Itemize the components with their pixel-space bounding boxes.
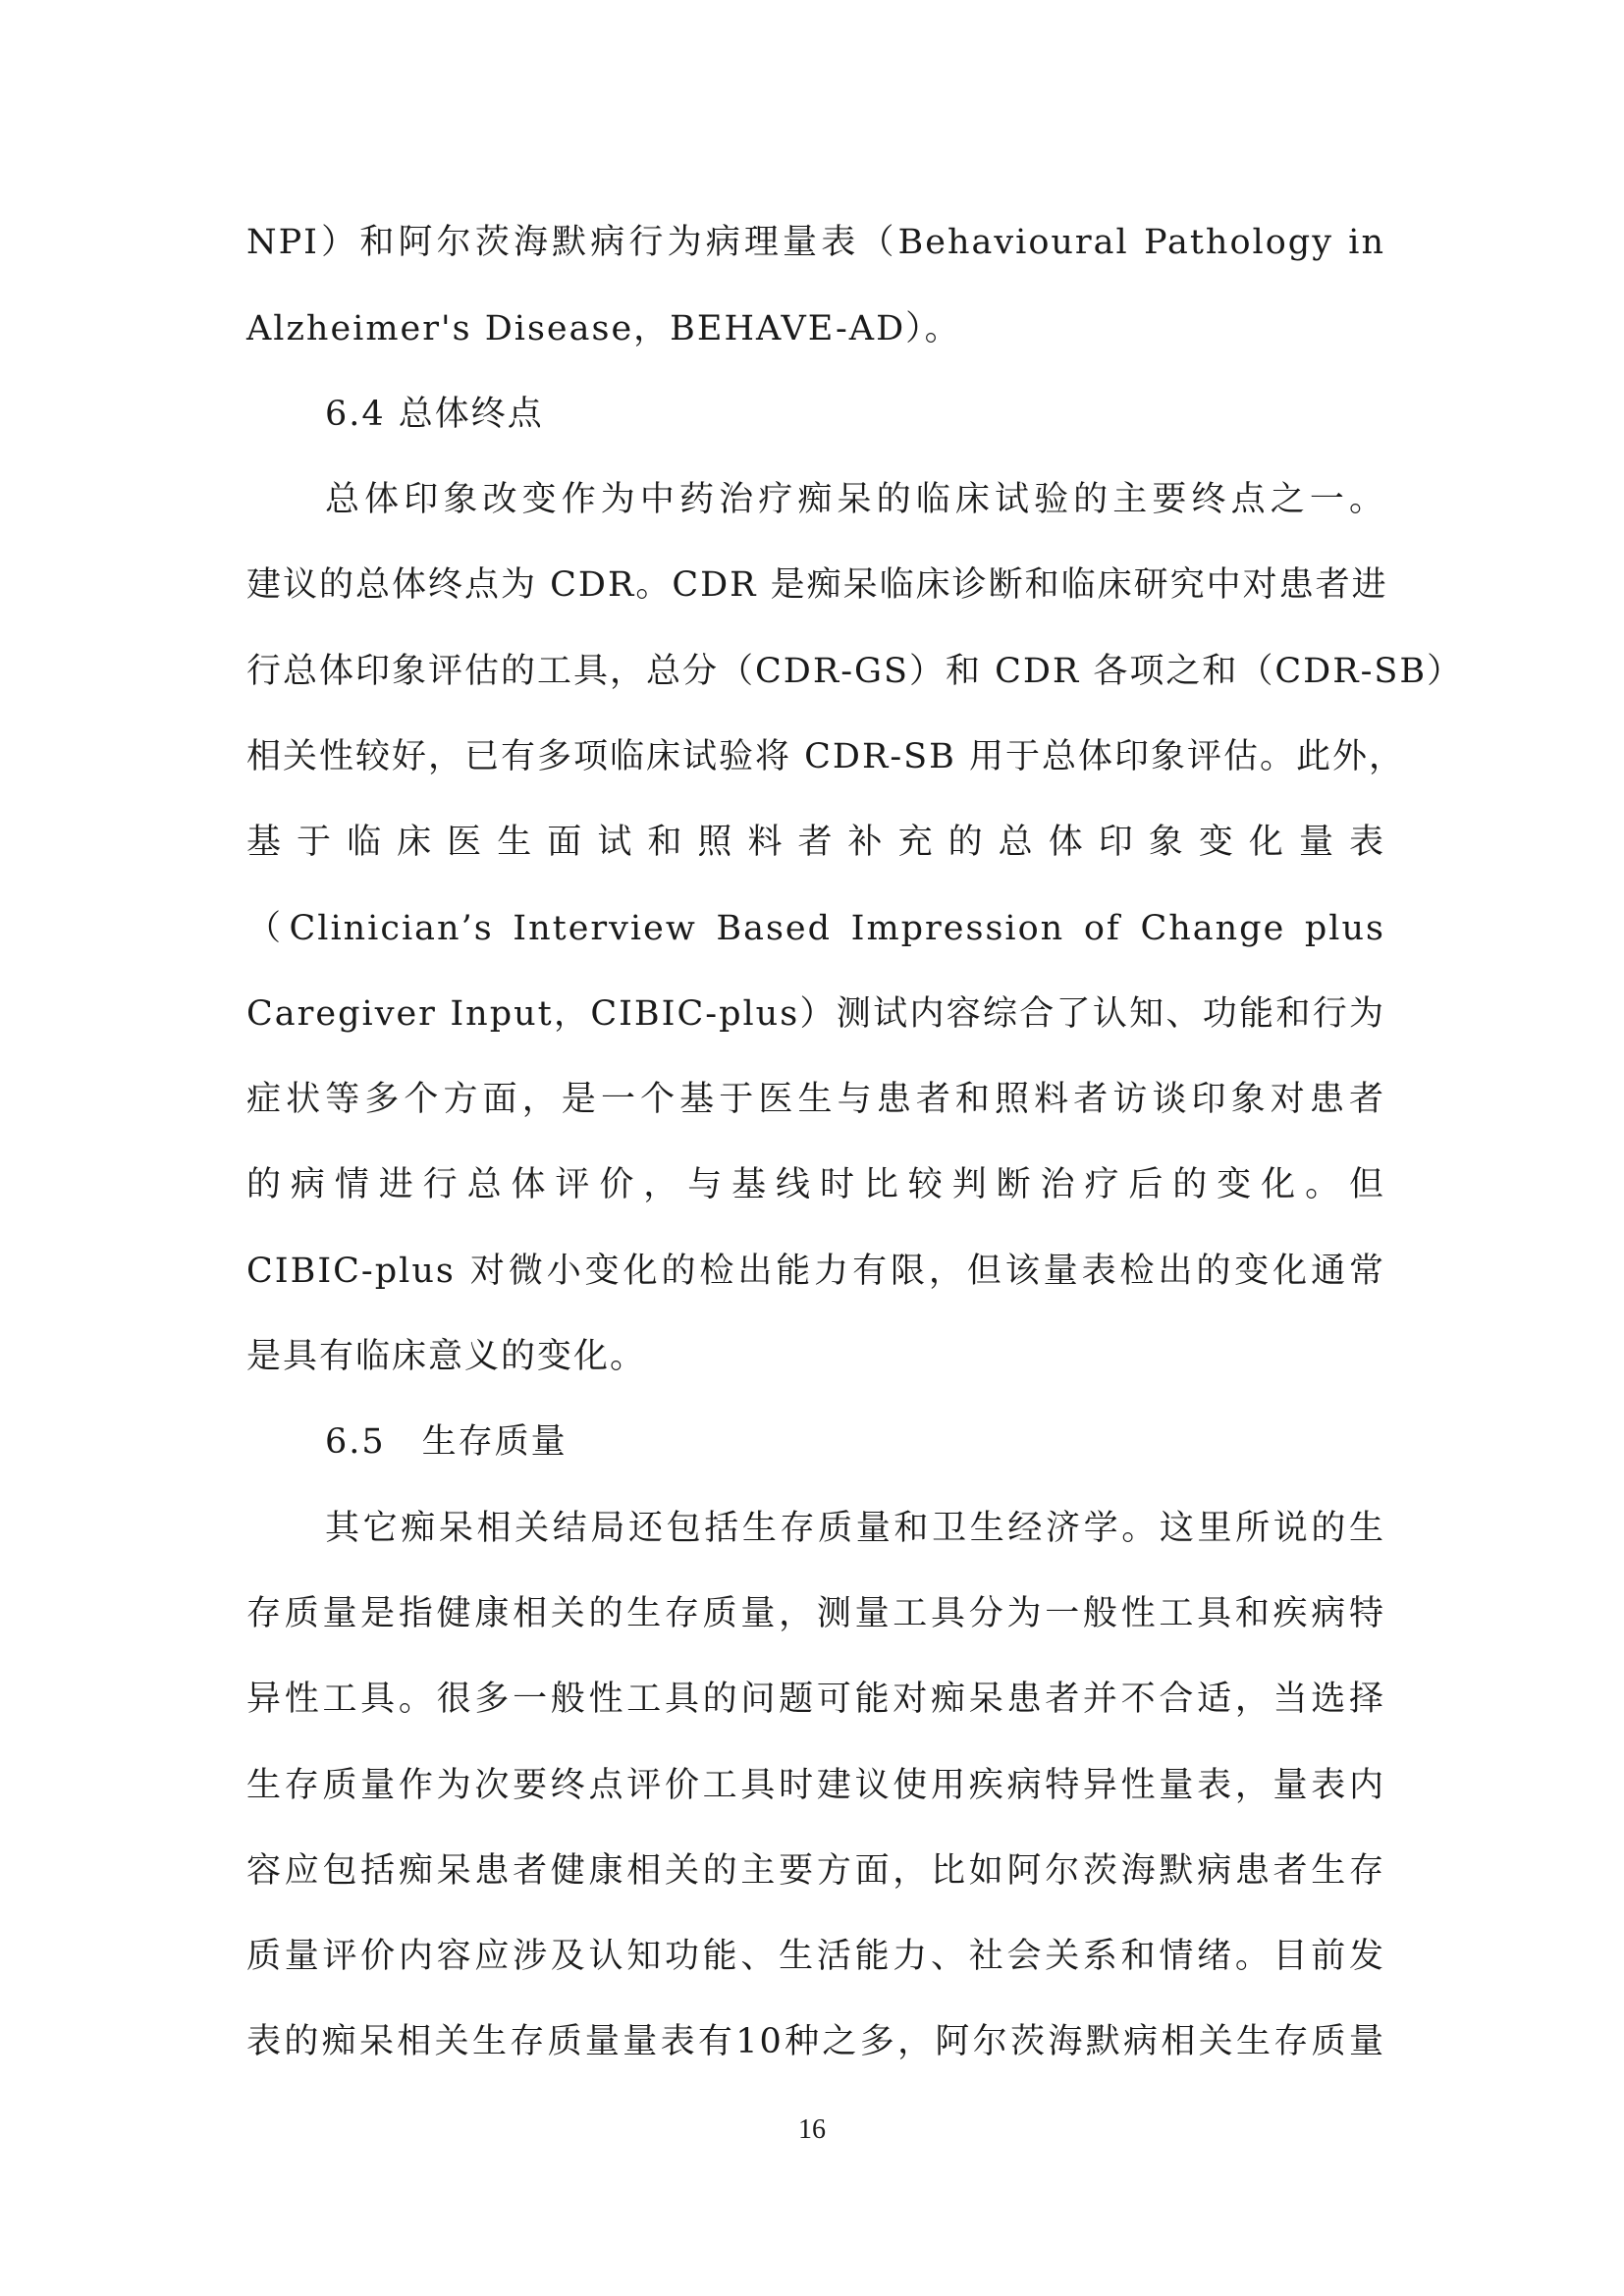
page-number: 16 (798, 2114, 826, 2145)
text-line: Alzheimer's Disease，BEHAVE-AD）。 (246, 309, 961, 348)
text-line: 异性工具。很多一般性工具的问题可能对痴呆患者并不合适，当选择 (246, 1680, 1385, 1719)
text-line: NPI）和阿尔茨海默病行为病理量表（Behavioural Pathology in (246, 223, 1385, 262)
text-line: 的病情进行总体评价，与基线时比较判断治疗后的变化。但 (246, 1165, 1385, 1204)
text-line: 行总体印象评估的工具，总分（CDR-GS）和 CDR 各项之和（CDR-SB） (246, 652, 1464, 691)
text-line: 生存质量作为次要终点评价工具时建议使用疾病特异性量表，量表内 (246, 1766, 1385, 1805)
text-line: 基于临床医生面试和照料者补充的总体印象变化量表 (246, 823, 1385, 862)
text-line: CIBIC-plus 对微小变化的检出能力有限，但该量表检出的变化通常 (246, 1252, 1385, 1291)
text-line: 表的痴呆相关生存质量量表有10种之多，阿尔茨海默病相关生存质量 (246, 2022, 1385, 2061)
text-line: 总体印象改变作为中药治疗痴呆的临床试验的主要终点之一。 (325, 480, 1385, 519)
text-line: 存质量是指健康相关的生存质量，测量工具分为一般性工具和疾病特 (246, 1594, 1385, 1633)
section-heading: 6.5 生存质量 (325, 1422, 568, 1462)
text-line: 容应包括痴呆患者健康相关的主要方面，比如阿尔茨海默病患者生存 (246, 1851, 1385, 1891)
section-heading: 6.4 总体终点 (325, 395, 544, 434)
text-line: 是具有临床意义的变化。 (246, 1337, 647, 1376)
text-line: 其它痴呆相关结局还包括生存质量和卫生经济学。这里所说的生 (325, 1509, 1385, 1548)
text-line: 相关性较好，已有多项临床试验将 CDR-SB 用于总体印象评估。此外， (246, 737, 1405, 776)
text-line: 症状等多个方面，是一个基于医生与患者和照料者访谈印象对患者 (246, 1080, 1385, 1119)
text-line: （Clinician’s Interview Based Impression of Change plus (246, 909, 1385, 948)
text-line: 建议的总体终点为 CDR。CDR 是痴呆临床诊断和临床研究中对患者进 (246, 565, 1388, 605)
text-line: Caregiver Input，CIBIC-plus）测试内容综合了认知、功能和行为 (246, 994, 1385, 1034)
text-line: 质量评价内容应涉及认知功能、生活能力、社会关系和情绪。目前发 (246, 1937, 1385, 1976)
